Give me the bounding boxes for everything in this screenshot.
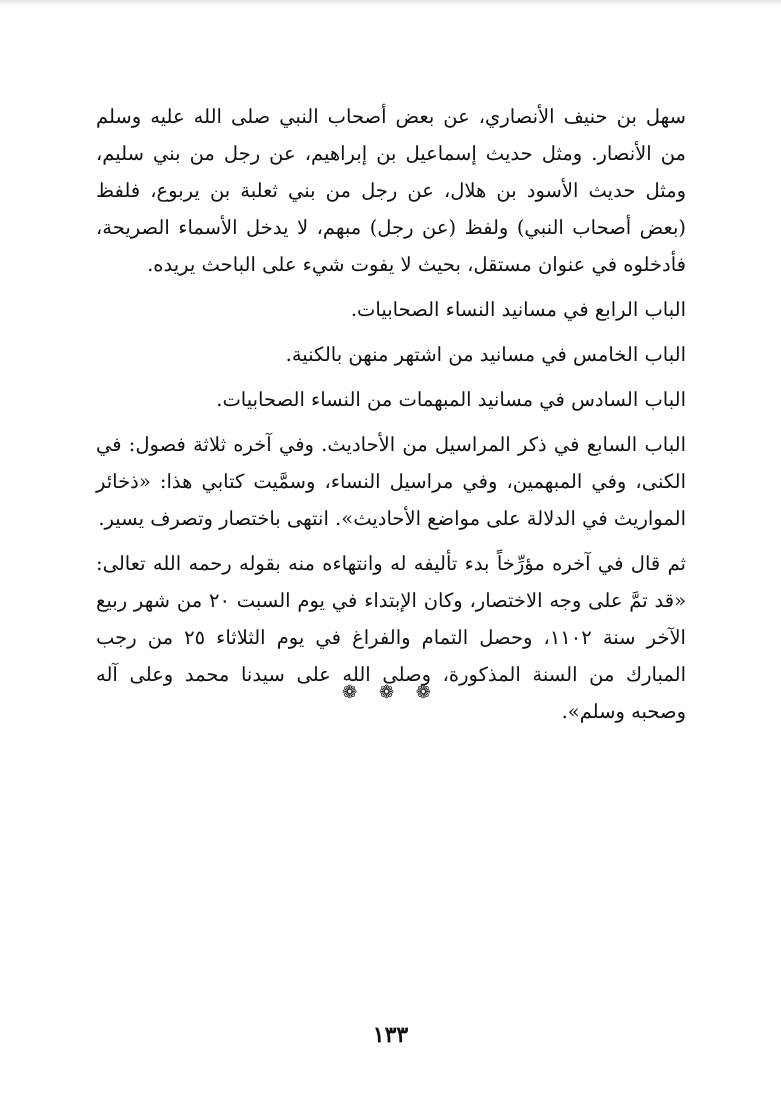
- page-body-text: [96, 98, 686, 730]
- opening-paragraph: سهل بن حنيف الأنصاري، عن بعض أصحاب النبي صلى الله عليه وسلم من الأنصار. ومثل حديث إسماعيل بن إبراهيم، عن رجل من بني سليم، ومثل حديث الأسود بن هلال، عن رجل من بني ثعلبة بن يربوع، فلفظ (بعض أصحاب النبي) ولفظ (عن رجل) مبهم، لا يدخل الأسماء الصريحة، فأدخلوه في عنوان مستقل، بحيث لا يفوت شيء على الباحث يريده.: [96, 105, 686, 276]
- page-number: ١٣٣: [372, 1022, 409, 1048]
- ornament-divider: ❁ ❁ ❁: [342, 682, 439, 703]
- scan-edge: [0, 0, 781, 6]
- chapter-six-line: الباب السادس في مسانيد المبهمات من النساء الصحابيات.: [216, 388, 686, 411]
- closing-paragraph: ثم قال في آخره مؤرِّخاً بدء تأليفه له وانتهاءه منه بقوله رحمه الله تعالى: «قد تمَّ على وجه الاختصار، وكان الإبتداء في يوم السبت ٢٠ من شهر ربيع الآخر سنة ١١٠٢، وحصل التمام والفراغ في يوم الثلاثاء ٢٥ من رجب المبارك من السنة المذكورة، وصلى الله على سيدنا محمد وعلى آله وصحبه وسلم».: [96, 552, 687, 723]
- chapter-seven-paragraph: الباب السابع في ذكر المراسيل من الأحاديث. وفي آخره ثلاثة فصول: في الكنى، وفي المبهمين، وفي مراسيل النساء، وسمَّيت كتابي هذا: «ذخائر المواريث في الدلالة على مواضع الأحاديث». انتهى باختصار وتصرف يسير.: [96, 433, 686, 530]
- chapter-five-line: الباب الخامس في مسانيد من اشتهر منهن بالكنية.: [285, 343, 686, 366]
- chapter-four-line: الباب الرابع في مسانيد النساء الصحابيات.: [350, 298, 686, 321]
